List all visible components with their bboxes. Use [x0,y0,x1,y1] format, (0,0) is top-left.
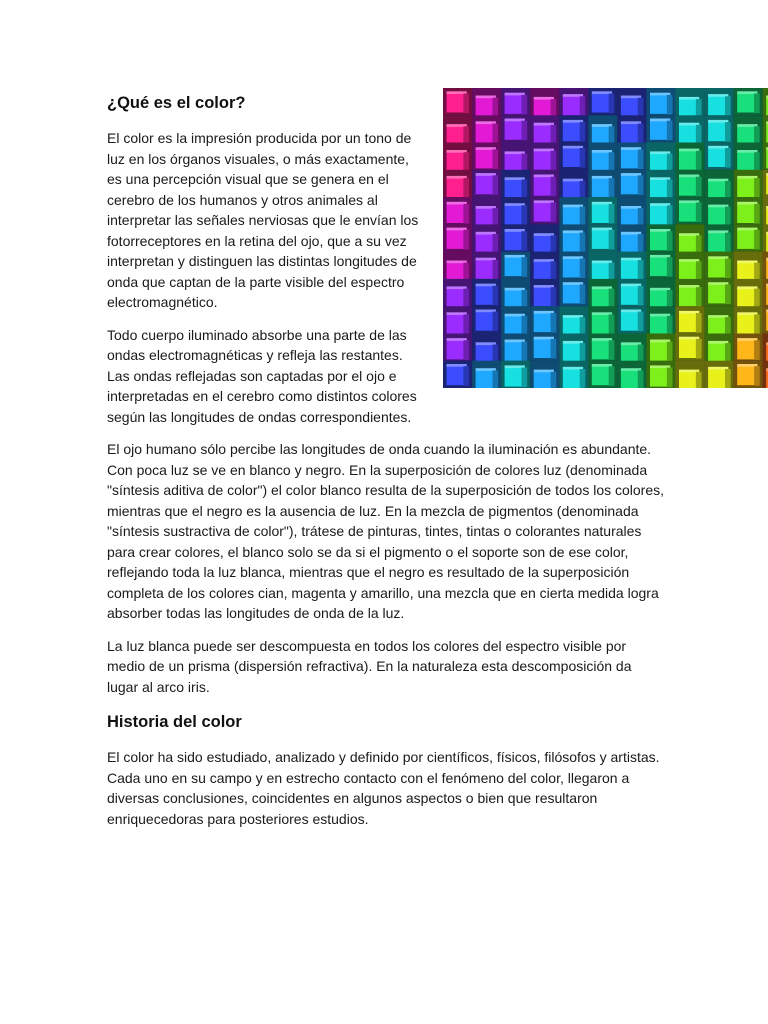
cube-face [609,178,615,198]
cube-face [476,312,493,331]
cube-face [563,123,580,142]
cube-face [551,261,557,281]
cube-face [534,372,551,388]
cube-face [534,151,551,170]
cube-face [708,123,725,142]
cube-face [737,367,754,386]
cube-face [463,366,469,386]
cube-face [667,95,673,115]
cube-face [563,259,580,278]
cube-face [447,205,464,224]
cube-face [592,289,609,308]
cube-face [534,262,551,281]
cube-face [505,342,522,361]
cube-face [476,371,493,388]
cube-face [754,178,760,198]
cube-face [725,369,731,388]
cube-face [737,289,754,308]
cube-face [521,342,527,362]
cube-face [592,94,609,113]
cube-face [592,230,609,249]
cube-face [505,232,522,251]
cube-face [737,205,754,224]
cube-face [638,370,644,388]
cube-face [563,97,580,116]
cube-face [505,258,522,277]
cube-face [563,149,580,168]
cube-face [621,150,638,169]
cube-face [650,342,667,361]
cube-face [551,177,557,197]
cube-face [650,95,667,114]
cube-face [667,205,673,225]
cube-face [725,284,731,304]
cube-face [650,316,667,335]
cube-face [696,372,702,388]
cube-face [492,234,498,254]
cube-face [621,235,638,254]
cube-face [505,316,522,335]
cube-face [563,233,580,252]
cube-face [650,368,667,387]
cube-face [463,314,469,334]
cube-face [638,124,644,144]
cube-face [621,98,638,117]
cube-face [725,96,731,116]
cube-face [667,231,673,251]
cube-face [551,125,557,145]
cube-face [696,313,702,333]
rainbow-cubes-image [443,88,768,388]
cube-face [667,368,673,388]
cube-face [592,153,609,172]
paragraph-prism: La luz blanca puede ser descompuesta en todos los colores del espectro visible por medio de un prisma (dispersión refractiva). En la naturaleza esta descomposición da lugar al arco iris. [107,637,632,695]
cube-face [609,314,615,334]
cube-face [621,312,638,331]
cube-face [708,97,725,116]
cube-face [737,315,754,334]
cube-face [679,203,696,222]
cube-face [521,316,527,336]
cube-face [679,177,696,196]
cube-face [534,126,551,145]
cube-face [696,261,702,281]
cube-face [476,98,493,117]
cube-face [551,203,557,223]
cube-face [667,180,673,200]
cube-face [708,149,725,168]
cube-face [737,153,754,172]
cube-face [708,285,725,304]
cube-face [551,313,557,333]
cube-face [580,122,586,142]
cube-face [754,152,760,172]
cube-face [447,230,464,249]
paragraph-synthesis: El ojo humano sólo percibe las longitudes de onda cuando la iluminación es abundante. Con poca luz se ve en blanco y negro. En la superposición de colores luz (denominada "síntesis aditiva de color") el color blanco resulta de la superposición de todos los colores, mientras que el negro es la ausencia de luz. En la mezcla de pigmentos (denominada "síntesis sustractiva de color"), trátese de pinturas, tintes, tintas o colorantes naturales para crear colores, el blanco solo se da si el pigmento o el soporte son de ese color, reflejando toda la luz blanca, mientras que el negro es resultado de la superposición completa de los colores cian, magenta y amarillo, una mezcla que en cierta medida logra absorber todas las longitudes de onda de la luz. [107,441,665,621]
cube-face [679,262,696,281]
cube-face [521,257,527,277]
cube-face [708,259,725,278]
cube-face [650,180,667,199]
cube-face [521,205,527,225]
cube-face [725,148,731,168]
cube-face [534,203,551,222]
cube-face [621,371,638,388]
cube-face [534,177,551,196]
cube-face [476,124,493,143]
cube-face [580,207,586,227]
heading-que-es-el-color: ¿Qué es el color? [107,93,246,112]
cube-face [463,152,469,172]
cube-face [563,207,580,226]
cube-face [580,96,586,116]
cube-face [754,314,760,334]
cube-face [679,151,696,170]
cube-face [521,95,527,115]
cube-face [492,175,498,195]
cube-face [667,316,673,336]
cube-face [696,287,702,307]
cube-face [551,151,557,171]
cube-face [447,94,464,113]
cube-face [492,98,498,118]
cube-face [492,124,498,144]
cube-face [667,121,673,141]
cube-face [754,289,760,309]
cube-face [505,206,522,225]
cube-face [463,94,469,114]
cube-face [679,314,696,333]
cube-face [754,94,760,114]
cube-face [592,205,609,224]
cube-face [476,260,493,279]
cube-face [580,233,586,253]
cube-face [492,370,498,388]
cube-face [592,367,609,386]
cube-face [679,288,696,307]
cube-face [580,148,586,168]
cube-face [737,230,754,249]
cube-face [696,151,702,171]
cube-face [638,260,644,280]
cube-face [708,207,725,226]
cube-face [521,368,527,388]
cube-face [708,233,725,252]
cube-face [725,207,731,227]
cube-face [580,343,586,363]
cube-face [505,95,522,114]
cube-face [447,315,464,334]
cube-face [463,340,469,360]
cube-face [463,178,469,198]
cube-face [463,289,469,309]
cube-face [650,121,667,140]
cube-face [521,180,527,200]
cube-face [521,231,527,251]
cube-face [476,176,493,195]
cube-face [679,340,696,359]
cube-face [621,176,638,195]
cube-face [737,341,754,360]
cube-face [667,257,673,277]
cube-face [609,289,615,309]
cube-face [592,179,609,198]
cube-face [754,204,760,224]
cube-face [638,234,644,254]
cube-face [737,94,754,113]
cube-face [650,258,667,277]
cube-face [621,260,638,279]
cube-face [534,340,551,359]
cube-face [447,179,464,198]
cube-face [463,204,469,224]
cube-face [696,339,702,359]
cube-face [476,286,493,305]
cube-face [638,175,644,195]
cube-face [609,152,615,172]
cube-face [580,369,586,388]
cube-face [447,341,464,360]
cube-face [592,341,609,360]
cube-face [609,366,615,386]
cube-face [696,177,702,197]
cube-face [679,372,696,388]
cube-face [621,124,638,143]
cube-face [638,98,644,118]
cube-face [534,288,551,307]
cube-face [609,340,615,360]
cube-face [708,370,725,389]
cube-face [609,230,615,250]
cube-face [534,314,551,333]
cube-face [725,259,731,279]
cube-face [638,286,644,306]
document-body [107,88,665,829]
cube-face [592,315,609,334]
cube-face [708,344,725,363]
paragraph-definition: El color es la impresión producida por un tono de luz en los órganos visuales, o más exactamente, es una percepción visual que se genera en el cerebro de los humanos y otros animales al interpretar las señales nerviosas que le envían los fotorreceptores en la retina del ojo, que a su vez interpretan y distinguen las distintas longitudes de onda que captan de la parte visible del espectro electromagnético. [107,130,419,310]
paragraph-absorption: Todo cuerpo iluminado absorbe una parte de las ondas electromagnéticas y refleja las restantes. Las ondas reflejadas son captadas por el ojo e interpretadas en el cerebro como distintos colores según las longitudes de ondas correspondientes. [107,326,417,425]
cube-face [551,287,557,307]
cube-face [476,235,493,254]
cube-face [638,149,644,169]
cube-face [754,340,760,360]
cube-face [563,285,580,304]
cube-face [505,121,522,140]
cube-face [492,312,498,332]
cube-face [621,286,638,305]
cube-face [447,367,464,386]
cube-face [696,125,702,145]
cube-face [521,121,527,141]
cube-face [667,342,673,362]
cube-face [609,94,615,114]
cube-face [505,180,522,199]
cube-face [580,259,586,279]
paragraph-history: El color ha sido estudiado, analizado y definido por científicos, físicos, filósofos y artistas. Cada uno en su campo y en estrecho contacto con el fenómeno del color, llegaron a diversas conclusiones, coincidentes en algunos aspectos o bien que resultaron enriquecedoras para posteriores estudios. [107,749,660,827]
cube-face [505,368,522,387]
cube-face [754,366,760,386]
cube-face [551,339,557,359]
cube-face [447,289,464,308]
cube-face [492,260,498,280]
cube-face [725,233,731,253]
cube-face [679,126,696,145]
cube-face [609,204,615,224]
cube-face [447,153,464,172]
cube-face [492,149,498,169]
cube-face [737,179,754,198]
cube-face [463,230,469,250]
cube-face [650,232,667,251]
cube-face [563,344,580,363]
rainbow-cubes-graphic [443,88,768,388]
cube-face [476,150,493,169]
cube-face [551,372,557,388]
cube-face [754,230,760,250]
cube-face [580,284,586,304]
cube-face [492,286,498,306]
cube-face [725,343,731,363]
heading-historia-del-color: Historia del color [107,712,242,731]
cube-face [638,312,644,332]
cube-face [563,370,580,389]
cube-face [650,206,667,225]
cube-face [725,122,731,142]
cube-face [696,203,702,223]
